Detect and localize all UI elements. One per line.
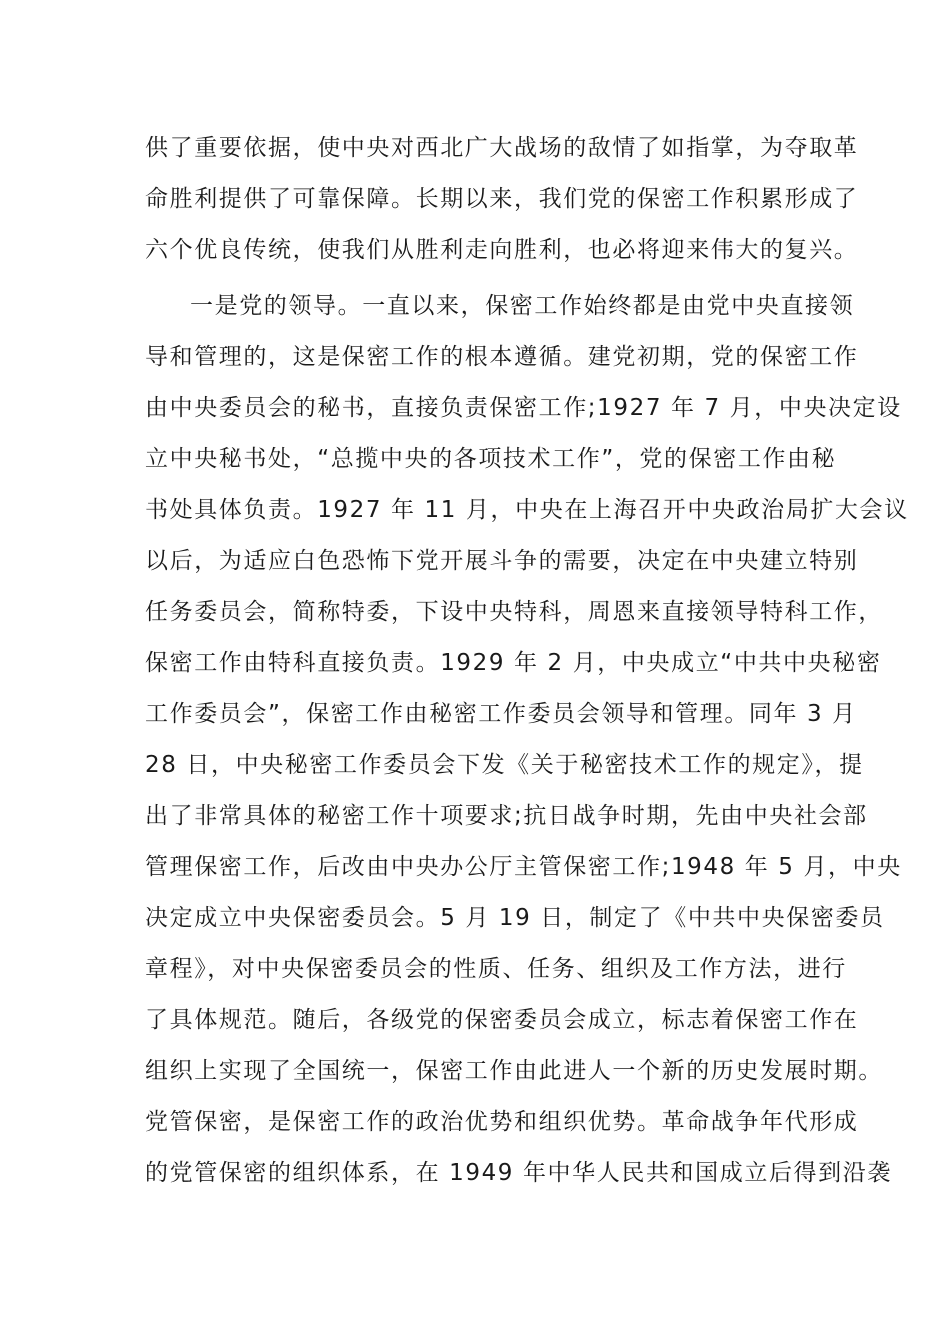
- text-line: 由中央委员会的秘书，直接负责保密工作;1927 年 7 月，中央决定设: [145, 395, 902, 421]
- text-line: 以后，为适应白色恐怖下党开展斗争的需要，决定在中央建立特别: [145, 548, 859, 574]
- text-line: 28 日，中央秘密工作委员会下发《关于秘密技术工作的规定》，提: [145, 752, 864, 778]
- text-line: 六个优良传统，使我们从胜利走向胜利，也必将迎来伟大的复兴。: [145, 237, 859, 263]
- text-line: 任务委员会，简称特委，下设中央特科，周恩来直接领导特科工作，: [145, 599, 883, 625]
- text-line: 管理保密工作，后改由中央办公厅主管保密工作;1948 年 5 月，中央: [145, 854, 902, 880]
- text-line: 供了重要依据，使中央对西北广大战场的敌情了如指掌，为夺取革: [145, 135, 859, 161]
- text-line: 工作委员会”，保密工作由秘密工作委员会领导和管理。同年 3 月: [145, 701, 857, 727]
- text-line: 章程》，对中央保密委员会的性质、任务、组织及工作方法，进行: [145, 956, 847, 982]
- text-line: 组织上实现了全国统一，保密工作由此进人一个新的历史发展时期。: [145, 1058, 883, 1084]
- text-line: 了具体规范。随后，各级党的保密委员会成立，标志着保密工作在: [145, 1007, 859, 1033]
- text-line: 保密工作由特科直接负责。1929 年 2 月，中央成立“中共中央秘密: [145, 650, 882, 676]
- text-line: 书处具体负责。1927 年 11 月，中央在上海召开中央政治局扩大会议: [145, 497, 909, 523]
- text-line: 命胜利提供了可靠保障。长期以来，我们党的保密工作积累形成了: [145, 186, 859, 212]
- text-line: 出了非常具体的秘密工作十项要求;抗日战争时期，先由中央社会部: [145, 803, 868, 829]
- text-line: 的党管保密的组织体系，在 1949 年中华人民共和国成立后得到沿袭: [145, 1160, 892, 1186]
- text-line: 党管保密，是保密工作的政治优势和组织优势。革命战争年代形成: [145, 1109, 859, 1135]
- text-line: 导和管理的，这是保密工作的根本遵循。建党初期，党的保密工作: [145, 344, 859, 370]
- paragraph-first-line: 一是党的领导。一直以来，保密工作始终都是由党中央直接领: [190, 293, 855, 319]
- text-line: 立中央秘书处，“总揽中央的各项技术工作”，党的保密工作由秘: [145, 446, 837, 472]
- text-line: 决定成立中央保密委员会。5 月 19 日，制定了《中共中央保密委员: [145, 905, 885, 931]
